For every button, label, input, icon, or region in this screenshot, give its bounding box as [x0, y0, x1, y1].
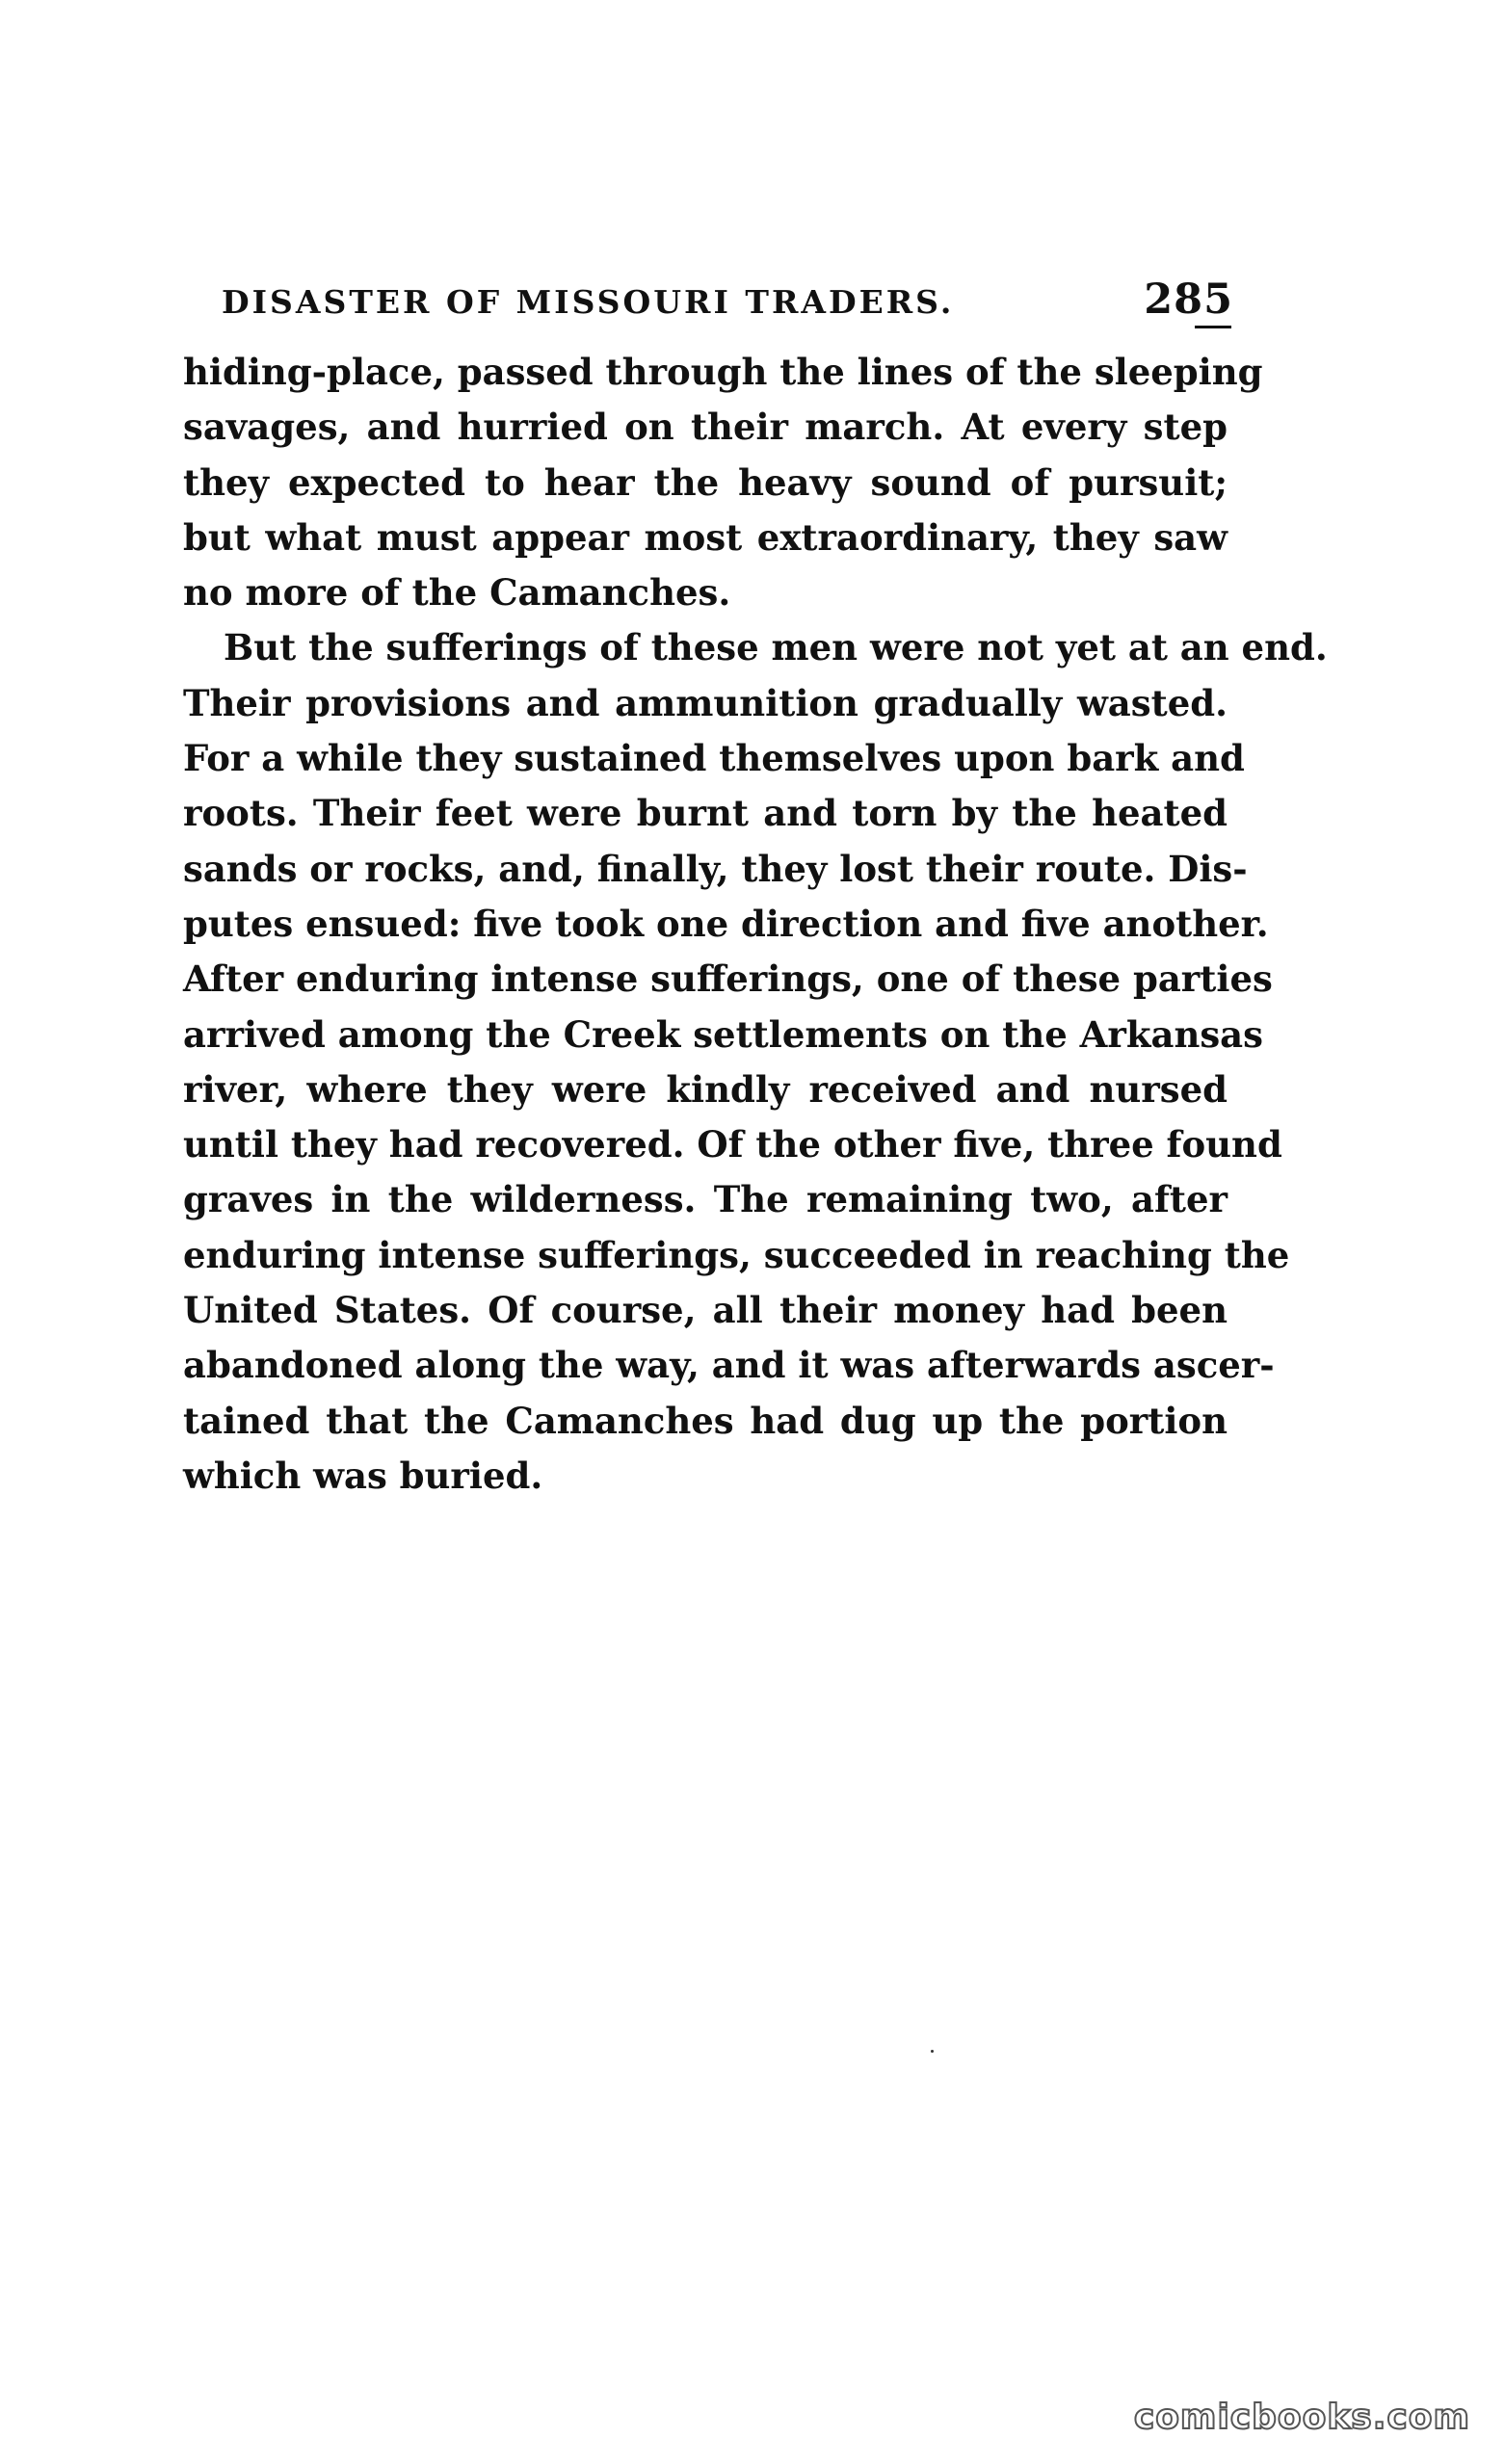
text-line: Their provisions and ammunition gradually wasted. — [183, 681, 1228, 724]
text-line: After enduring intense sufferings, one of these parties — [183, 957, 1273, 1001]
text-line: But the sufferings of these men were not yet at an end. — [224, 626, 1328, 669]
text-line: roots. Their feet were burnt and torn by the heated — [183, 792, 1228, 835]
text-line: putes ensued: five took one direction and five another. — [183, 902, 1269, 945]
page-number-rule — [1195, 326, 1231, 328]
text-line: hiding-place, passed through the lines of the sleeping — [183, 351, 1263, 393]
text-line: enduring intense sufferings, succeeded in reaching the — [183, 1233, 1290, 1276]
text-line: but what must appear most extraordinary, they saw — [183, 515, 1228, 559]
text-line: For a while they sustained themselves upon bark and — [183, 737, 1245, 780]
text-line: they expected to hear the heavy sound of pursuit; — [183, 460, 1228, 504]
text-line: which was buried. — [183, 1454, 543, 1497]
text-line: tained that the Camanches had dug up the portion — [183, 1399, 1228, 1442]
text-line: savages, and hurried on their march. At every step — [183, 406, 1228, 449]
watermark: comicbooks.com — [1133, 2398, 1470, 2437]
page-number: 285 — [1144, 275, 1233, 324]
text-line: until they had recovered. Of the other five, three found — [183, 1123, 1282, 1166]
text-line: river, where they were kindly received and nursed — [183, 1067, 1228, 1111]
text-line: graves in the wilderness. The remaining two, after — [183, 1178, 1228, 1221]
running-title: DISASTER OF MISSOURI TRADERS. — [222, 283, 955, 321]
text-line: United States. Of course, all their money had been — [183, 1289, 1228, 1332]
text-line: abandoned along the way, and it was afterwards ascer- — [183, 1344, 1275, 1387]
text-line: sands or rocks, and, finally, they lost their route. Dis- — [183, 847, 1248, 890]
running-head — [183, 275, 1233, 331]
text-line: no more of the Camanches. — [183, 571, 731, 615]
text-line: arrived among the Creek settlements on the Arkansas — [183, 1012, 1263, 1056]
stray-ink-mark — [931, 2050, 934, 2053]
body-text — [183, 345, 1328, 1504]
